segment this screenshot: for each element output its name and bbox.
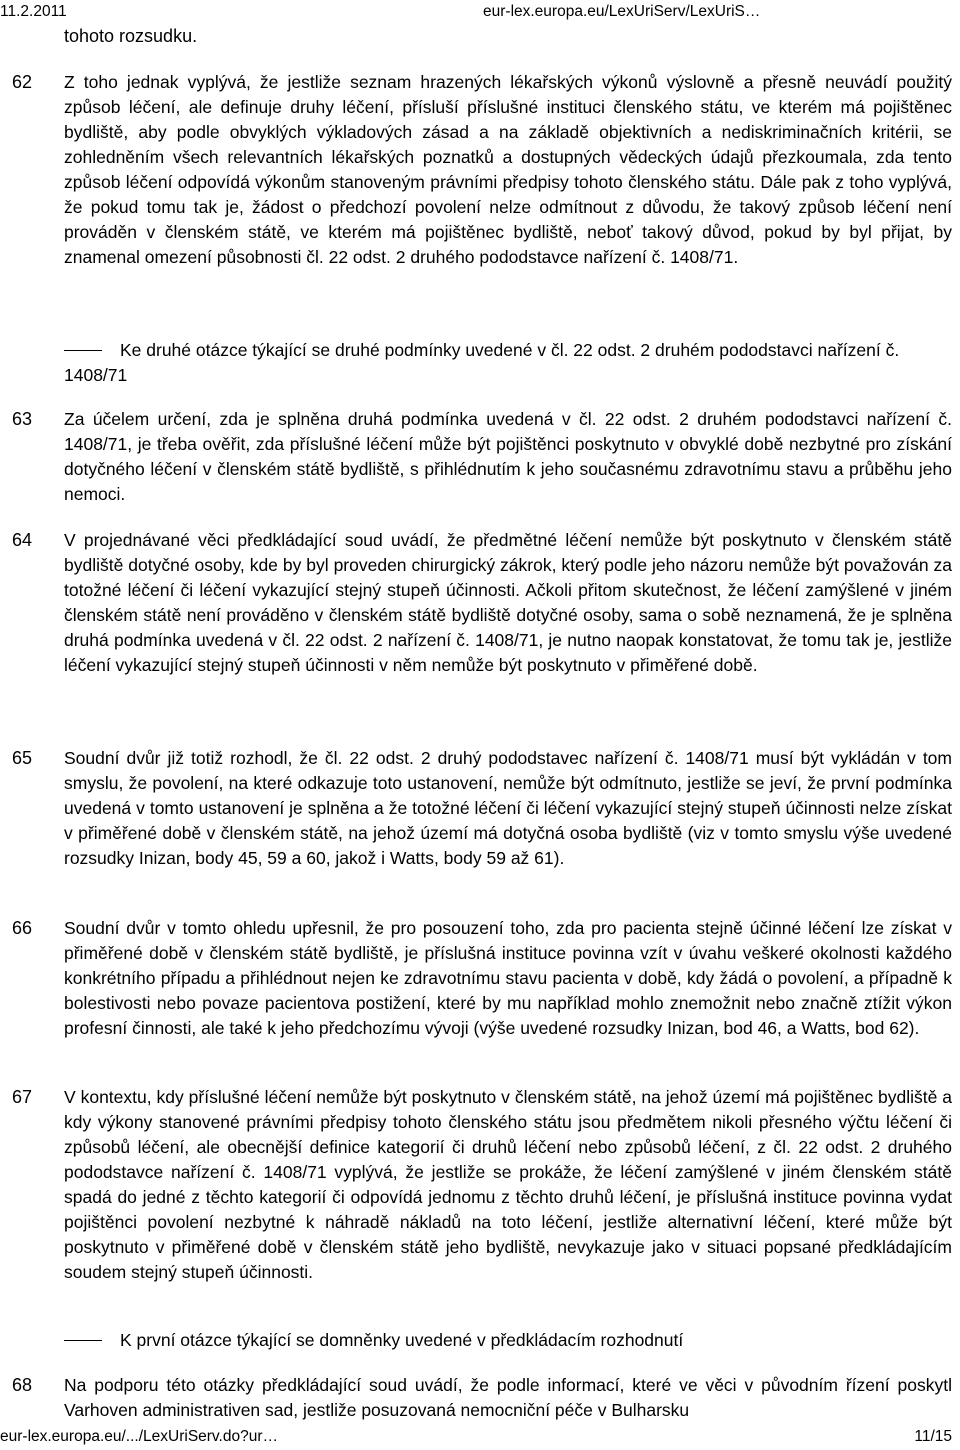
dash-icon [64,1340,102,1341]
footer-url: eur-lex.europa.eu/.../LexUriServ.do?ur… [0,1428,278,1445]
header-url: eur-lex.europa.eu/LexUriServ/LexUriS… [483,3,761,20]
paragraph-text: Soudní dvůr v tomto ohledu upřesnil, že pro posouzení toho, zda pro pacienta stejně účinné léčení lze získat v přiměřené době v členském státě bydliště, je příslušná instituce povinna vzít v úvahu veškeré okolnosti každého konkrétního případu a přihlédnout nejen ke zdravotnímu stavu pacienta v době, kdy žádá o povolení, a případně k bolestivosti nebo povaze pacientova postižení, které by mu například mohlo znemožnit nebo značně ztížit výkon profesní činnosti, ale také k jeho předchozímu vývoji (výše uvedené rozsudky Inizan, bod 46, a Watts, bod 62). [64,918,952,1038]
footer-page-number: 11/15 [914,1428,952,1445]
paragraph-text: V projednávané věci předkládající soud uvádí, že předmětné léčení nemůže být poskytnuto v členském státě bydliště dotyčné osoby, kde by byl proveden chirurgický zákrok, který podle jeho názoru nemůže být považován za totožné léčení či léčení vykazující stejný stupeň účinnosti. Ačkoli přitom skutečnost, že léčení zamýšlené v jiném členském státě není prováděno v členském státě bydliště dotyčné osoby, sama o sobě neznamená, že je splněna druhá podmínka uvedená v čl. 22 odst. 2 nařízení č. 1408/71, je nutno naopak konstatovat, že tomu tak je, jestliže léčení vykazující stejný stupeň účinnosti v něm nemůže být poskytnuto v přiměřené době. [64,530,952,675]
paragraph-number: 67 [12,1087,33,1107]
paragraph-66 [12,916,952,1041]
paragraph-67 [12,1085,952,1285]
header-date: 11.2.2011 [0,3,67,20]
paragraph-number: 64 [12,530,33,550]
paragraph-number: 62 [12,72,33,92]
subheading-text: K první otázce týkající se domněnky uvedené v předkládacím rozhodnutí [120,1330,684,1350]
paragraph-text: Za účelem určení, zda je splněna druhá podmínka uvedená v čl. 22 odst. 2 druhém pododstavci nařízení č. 1408/71, je třeba ověřit, zda příslušné léčení může být pojištěnci poskytnuto v obvyklé době nezbytné pro získání dotyčného léčení v členském státě bydliště, s přihlédnutím k jeho současnému zdravotnímu stavu a průběhu jeho nemoci. [64,409,952,504]
paragraph-text: Na podporu této otázky předkládající soud uvádí, že podle informací, které ve věci v původním řízení poskytl Varhoven administrativen sad, jestliže posuzovaná nemocniční péče v Bulharsku [64,1375,952,1420]
paragraph-number: 65 [12,748,33,768]
paragraph-63 [12,407,952,507]
paragraph-62 [12,70,952,270]
dash-icon [64,350,102,351]
paragraph-65 [12,746,952,871]
subheading-question-2 [64,338,952,388]
subheading-presumption [64,1328,952,1353]
paragraph-number: 63 [12,409,33,429]
paragraph-text: V kontextu, kdy příslušné léčení nemůže být poskytnuto v členském státě, na jehož území má pojištěnec bydliště a kdy výkony stanovené právními předpisy tohoto členského státu jsou předmětem nikoli přesného výčtu léčení či způsobů léčení, ale obecnější definice kategorií či druhů léčení nebo způsobů léčení, z čl. 22 odst. 2 druhého pododstavce nařízení č. 1408/71 vyplývá, že jestliže se prokáže, že léčení zamýšlené v jiném členském státě spadá do jedné z těchto kategorií či odpovídá jednomu z těchto druhů léčení, je příslušná instituce povinna vydat pojištěnci povolení nezbytné k náhradě nákladů na toto léčení, jestliže alternativní léčení, které může být poskytnuto v přiměřené době v členském státě jeho bydliště, nevykazuje jako v situaci popsané předkládajícím soudem stejný stupeň účinnosti. [64,1087,952,1282]
paragraph-number: 66 [12,918,33,938]
paragraph-68 [12,1373,952,1423]
paragraph-text: Z toho jednak vyplývá, že jestliže seznam hrazených lékařských výkonů výslovně a přesně neuvádí použitý způsob léčení, ale definuje druhy léčení, přísluší příslušné instituci členského státu, ve kterém má pojištěnec bydliště, aby podle obvyklých výkladových zásad a na základě objektivních a nediskriminačních kritérii, se zohledněním všech relevantních lékařských poznatků a dostupných vědeckých údajů přezkoumala, zda tento způsob léčení odpovídá výkonům stanoveným právními předpisy tohoto členského státu. Dále pak z toho vyplývá, že pokud tomu tak je, žádost o předchozí povolení nelze odmítnout z důvodu, že takový způsob léčení není prováděn v členském státě, ve kterém má pojištěnec bydliště, neboť takový důvod, pokud by byl přijat, by znamenal omezení působnosti čl. 22 odst. 2 druhého pododstavce nařízení č. 1408/71. [64,72,952,267]
subheading-text: Ke druhé otázce týkající se druhé podmínky uvedené v čl. 22 odst. 2 druhém pododstavci nařízení č. 1408/71 [64,340,900,385]
paragraph-number: 68 [12,1375,33,1395]
paragraph-text: Soudní dvůr již totiž rozhodl, že čl. 22 odst. 2 druhý pododstavec nařízení č. 1408/71 musí být vykládán v tom smyslu, že povolení, na které odkazuje toto ustanovení, nemůže být odmítnuto, jestliže se jeví, že první podmínka uvedená v tomto ustanovení je splněna a že totožné léčení či léčení vykazující stejný stupeň účinnosti nelze získat v přiměřené době v členském státě, na jehož území má dotyčná osoba bydliště (viz v tomto smyslu výše uvedené rozsudky Inizan, body 45, 59 a 60, jakož i Watts, body 59 až 61). [64,748,952,868]
carryover-text: tohoto rozsudku. [64,26,198,46]
paragraph-64 [12,528,952,678]
